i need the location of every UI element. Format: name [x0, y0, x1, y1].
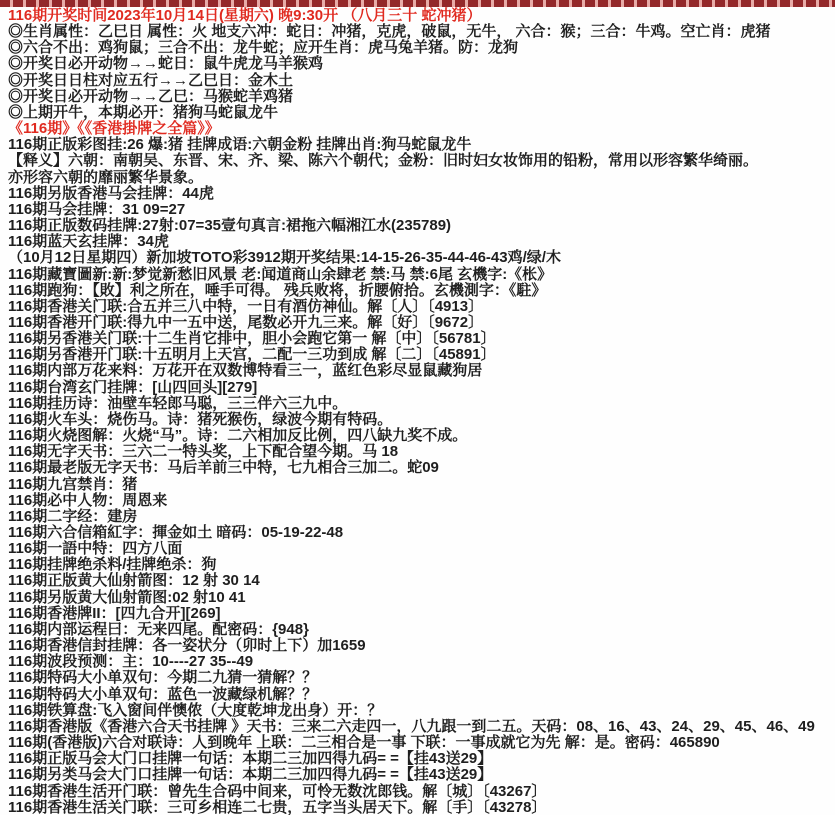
text-line: （10月12日星期四）新加坡TOTO彩3912期开奖结果:14-15-26-35-44-46-43鸡/绿/木 — [8, 249, 561, 267]
text-line: 116期正版数码挂牌:27射:07=35壹句真言:裙拖六幅湘江水(235789) — [8, 217, 452, 235]
text-line: ◎六合不出：鸡狗鼠；三合不出：龙牛蛇；应开生肖：虎马兔羊猪。防：龙狗 — [8, 39, 519, 57]
decorative-top-border — [0, 0, 835, 7]
text-line: 116期最老版无字天书：马后羊前三中特，七九相合三加二。蛇09 — [8, 459, 439, 477]
text-line: ◎开奖日必开动物→→蛇日：鼠牛虎龙马羊猴鸡 — [8, 55, 324, 73]
text-line: 116期开奖时间2023年10月14日(星期六) 晚9:30开 （八月三十 蛇冲猪） — [8, 7, 482, 24]
text-line: 116期特码大小单双句：蓝色一波藏绿机解？？ — [8, 685, 318, 703]
text-line: ◎生肖属性：乙巳日 属性：火 地支六冲：蛇日：冲猪，克虎，破鼠，无牛， 六合：猴；三合：牛鸡。空亡肖：虎猪 — [8, 23, 771, 41]
text-line: 116期挂历诗：油壁车轻郎马聪，三三伴六三九中。 — [8, 394, 348, 412]
text-line: ◎开奖日日柱对应五行→→乙巳日：金木土 — [8, 71, 294, 89]
text-line: ◎上期开牛，本期必开：猪狗马蛇鼠龙牛 — [8, 103, 279, 121]
text-line: 116期台湾玄门挂牌：[山四回头][279] — [8, 378, 258, 396]
text-line: 116期挂牌绝杀料/挂牌绝杀：狗 — [8, 556, 217, 574]
text-line: 116期正版彩图挂:26 爆:猪 挂牌成语:六朝金粉 挂牌出肖:狗马蛇鼠龙牛 — [8, 136, 472, 154]
text-line: 116期香港生活开门联：曾先生合码中间来，可怜无数沈郎钱。解〔城〕〔43267〕 — [8, 782, 547, 800]
text-line: 116期香港开门联:得九中一五中送，尾数必开九三来。解〔好〕〔9672〕 — [8, 313, 484, 331]
text-line: 116期波段预测：主：10----27 35--49 — [8, 653, 254, 671]
text-line: 116期(香港版)六合对联诗：人到晚年 上联：二三相合是一事 下联：一事成就它为先 解：是。密码：465890 — [8, 734, 720, 752]
text-line: 116期香港版《香港六合天书挂牌 》天书：三来二六走四一，八九跟一到二五。天码：08、16、43、24、29、45、46、49 — [8, 717, 815, 735]
text-content — [0, 7, 835, 815]
text-line: 116期藏寶圖新:新:梦觉新愁旧风景 老:闻道商山余肆老 禁:马 禁:6尾 玄機字:《枨》 — [8, 265, 553, 283]
text-line: 116期正版黄大仙射箭图：12 射 30 14 — [8, 572, 260, 590]
text-line: 116期九宫禁肖：猪 — [8, 475, 138, 493]
text-line: 116期铁算盘:飞入窗间伴懊侬（大度乾坤龙出身）开：？ — [8, 701, 383, 719]
text-line: 116期内部运程曰：无来四尾。配密码：{948} — [8, 620, 309, 638]
text-line: 116期火车头：烧伤马。诗：猪死猴伤，绿波今期有特码。 — [8, 410, 393, 428]
text-line: 116期香港信封挂牌：各一姿状分（卯时上下）加1659 — [8, 637, 366, 655]
text-line: 116期无字天书：三六二一特头奖，上下配合望今期。马 18 — [8, 443, 399, 461]
text-line: 116期必中人物：周恩来 — [8, 491, 168, 509]
text-line: 116期二字经：建房 — [8, 507, 138, 525]
text-line: 116期另版香港马会挂牌：44虎 — [8, 184, 214, 202]
text-line: 116期另香港开门联:十五明月上天宫，二配一三功到成 解〔二〕〔45891〕 — [8, 346, 496, 364]
text-line: 116期六合信箱紅字：揮金如土 暗码：05-19-22-48 — [8, 524, 344, 541]
text-line: 116期特码大小单双句：今期二九猜一猜解？？ — [8, 669, 318, 687]
text-line: 116期内部万花来料：万花开在双数博特看三一，蓝红色彩尽显鼠藏狗居 — [8, 362, 483, 380]
text-line: 116期跑狗：【敗】利之所在，唾手可得。 残兵败将，折腰俯拾。玄機測字：《駐》 — [8, 281, 547, 299]
text-line: 亦形容六朝的靡丽繁华景象。 — [8, 168, 204, 186]
text-line: 116期香港关门联:合五并三八中特，一日有酒仿神仙。解〔人〕〔4913〕 — [8, 297, 484, 315]
text-line: 【释义】六朝：南朝吴、东晋、宋、齐、梁、陈六个朝代；金粉：旧时妇女妆饰用的铅粉，常用以形容繁华绮丽。 — [8, 152, 759, 170]
text-line: 116期火烧图解：火烧“马”。诗：二六相加反比例，四八缺九奖不成。 — [8, 427, 468, 445]
text-line: ◎开奖日必开动物→→乙巳：马猴蛇羊鸡猪 — [8, 87, 294, 105]
text-line: 《116期》《《香港掛牌之全篇》》 — [8, 120, 220, 138]
text-line: 116期另版黄大仙射箭图:02 射10 41 — [8, 588, 246, 606]
text-line: 116期另类马会大门口挂牌一句话：本期二三加四得九码= =【挂43送29】 — [8, 766, 493, 784]
text-line: 116期蓝天玄挂牌：34虎 — [8, 233, 169, 251]
text-line: 116期香港牌II：[四九合开][269] — [8, 604, 221, 622]
text-line: 116期另香港关门联:十二生肖它排中，胆小会跑它第一 解〔中〕〔56781〕 — [8, 330, 496, 348]
text-line: 116期一語中特：四方八面 — [8, 540, 183, 558]
text-line: 116期马会挂牌：31 09=27 — [8, 200, 186, 218]
text-line: 116期正版马会大门口挂牌一句话：本期二三加四得九码= =【挂43送29】 — [8, 750, 493, 768]
text-line: 116期香港生活关门联：三可乡相连二七贵，五字当头居天下。解〔手〕〔43278〕 — [8, 798, 547, 815]
